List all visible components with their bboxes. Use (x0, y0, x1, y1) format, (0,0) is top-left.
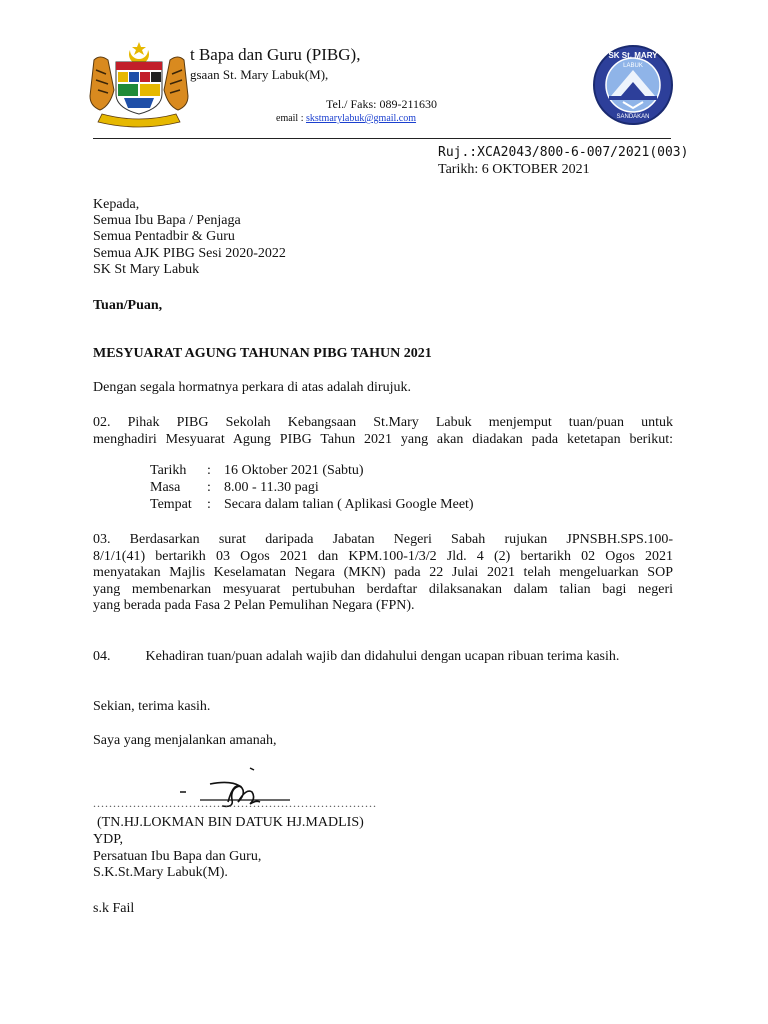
para-04: 04. Kehadiran tuan/puan adalah wajib dan didahului dengan ucapan ribuan terima kasih. (93, 649, 620, 664)
detail-colon: : (207, 497, 211, 512)
org-name: t Bapa dan Guru (PIBG), (190, 45, 361, 64)
recipient-line: Semua Pentadbir & Guru (93, 229, 235, 244)
signatory-name: (TN.HJ.LOKMAN BIN DATUK HJ.MADLIS) (97, 815, 364, 830)
email-label: email : (276, 113, 306, 124)
salutation: Tuan/Puan, (93, 298, 163, 313)
signatory-org: Persatuan Ibu Bapa dan Guru, (93, 849, 262, 864)
para-02-line: menghadiri Mesyuarat Agung PIBG Tahun 2021 yang akan diadakan pada ketetapan berikut: (93, 432, 673, 447)
para-02-line: 02. Pihak PIBG Sekolah Kebangsaan St.Mary Labuk menjemput tuan/puan untuk (93, 415, 673, 430)
school-name: gsaan St. Mary Labuk(M), (190, 67, 329, 82)
letter-subject: MESYUARAT AGUNG TAHUNAN PIBG TAHUN 2021 (93, 346, 432, 361)
detail-label: Masa (150, 480, 181, 495)
para-03-line: menyatakan Majlis Keselamatan Negara (MKN) pada 22 Julai 2021 telah mengeluarkan SOP (93, 565, 673, 580)
detail-colon: : (207, 463, 211, 478)
email-line (276, 113, 416, 124)
recipient-line: SK St Mary Labuk (93, 262, 200, 277)
detail-label: Tempat (150, 497, 192, 512)
badge-text-bottom: SANDAKAN (616, 114, 650, 120)
recipient-line: Semua AJK PIBG Sesi 2020-2022 (93, 246, 286, 261)
tel-fax: Tel./ Faks: 089-211630 (326, 97, 438, 111)
recipient-line: Semua Ibu Bapa / Penjaga (93, 213, 241, 228)
cc-note: s.k Fail (93, 901, 135, 916)
closing: Sekian, terima kasih. (93, 699, 211, 714)
badge-text-top: SK St. MARY (608, 51, 658, 60)
letter-date: Tarikh: 6 OKTOBER 2021 (438, 162, 590, 177)
detail-value: Secara dalam talian ( Aplikasi Google Meet) (224, 497, 474, 512)
detail-value: 8.00 - 11.30 pagi (224, 480, 319, 495)
badge-text-labuk: LABUK (623, 63, 643, 69)
detail-colon: : (207, 480, 211, 495)
amanah: Saya yang menjalankan amanah, (93, 733, 277, 748)
detail-value: 16 Oktober 2021 (Sabtu) (224, 463, 364, 478)
signature-line: ....................................................................... (93, 796, 377, 810)
email-link[interactable]: skstmarylabuk@gmail.com (306, 113, 417, 124)
reference-number: Ruj.:XCA2043/800-6-007/2021(003) (438, 145, 689, 160)
recipient-line: Kepada, (93, 197, 140, 212)
school-badge-logo (592, 44, 674, 126)
signatory-school: S.K.St.Mary Labuk(M). (93, 865, 228, 880)
para-03-line: yang membenarkan mesyuarat pertubuhan berdaftar dilaksanakan dalam talian bagi negeri (93, 582, 673, 597)
signatory-title: YDP, (93, 832, 123, 847)
para-03-line: yang berada pada Fasa 2 Pelan Pemulihan Negara (FPN). (93, 598, 415, 613)
coat-of-arms-logo (86, 40, 192, 130)
para-03-line: 8/1/1(41) bertarikh 03 Ogos 2021 dan KPM.100-1/3/2 Jld. 4 (2) bertarikh 02 Ogos 2021 (93, 549, 673, 564)
header-divider (93, 138, 671, 139)
detail-label: Tarikh (150, 463, 187, 478)
intro-paragraph: Dengan segala hormatnya perkara di atas adalah dirujuk. (93, 380, 411, 395)
para-03-line: 03. Berdasarkan surat daripada Jabatan Negeri Sabah rujukan JPNSBH.SPS.100- (93, 532, 673, 547)
